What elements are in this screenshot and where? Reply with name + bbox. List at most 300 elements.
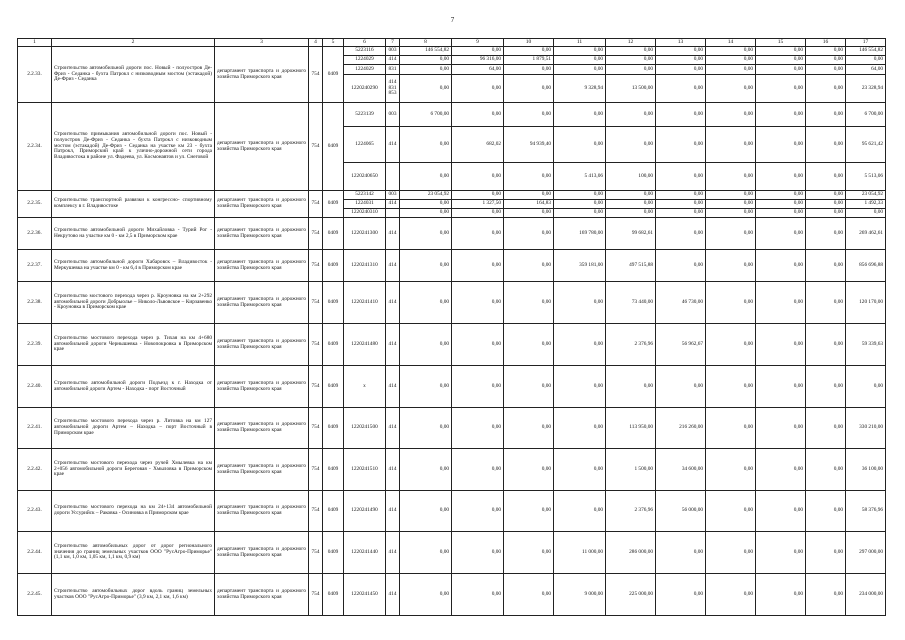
amount-cell: 0,00 <box>656 574 706 616</box>
item-number-cell: 2.2.43. <box>18 491 52 532</box>
executor-cell: департамент транспорта и дорожного хозяйства Приморского края <box>215 532 309 574</box>
amount-cell: 0,00 <box>554 366 606 408</box>
amount-cell: 0,00 <box>656 163 706 191</box>
amount-cell: 0,00 <box>554 491 606 532</box>
amount-cell: 0,00 <box>706 491 756 532</box>
amount-cell: 0,00 <box>452 574 504 616</box>
amount-cell: 856 696,88 <box>846 250 886 282</box>
amount-cell: 0,00 <box>606 56 656 65</box>
amount-cell: 0,00 <box>756 449 806 491</box>
amount-cell: 0,00 <box>756 65 806 75</box>
amount-cell: 216 260,00 <box>656 408 706 449</box>
target-article-cell: 5223139 <box>344 103 386 127</box>
section-cell: 0409 <box>323 47 344 103</box>
amount-cell: 0,00 <box>706 56 756 65</box>
expense-type-cell: 414 <box>386 449 400 491</box>
amount-cell: 0,00 <box>452 408 504 449</box>
target-article-cell: 1220240310 <box>344 209 386 218</box>
amount-cell: 0,00 <box>756 250 806 282</box>
amount-cell: 0,00 <box>806 209 846 218</box>
amount-cell: 0,00 <box>806 449 846 491</box>
section-cell: 0409 <box>323 250 344 282</box>
amount-cell: 169 780,00 <box>554 218 606 250</box>
amount-cell: 225 000,00 <box>606 574 656 616</box>
executor-cell: департамент транспорта и дорожного хозяйства Приморского края <box>215 324 309 366</box>
executor-cell: департамент транспорта и дорожного хозяйства Приморского края <box>215 366 309 408</box>
amount-cell: 0,00 <box>656 366 706 408</box>
object-name-cell: Строительство мостового перехода на км 24+134 автомобильной дороги Уссурийск – Раковка - Осиновка в Приморском крае <box>52 491 215 532</box>
executor-cell: департамент транспорта и дорожного хозяйства Приморского края <box>215 282 309 324</box>
amount-cell: 0,00 <box>756 282 806 324</box>
amount-cell: 234 000,00 <box>846 574 886 616</box>
amount-cell: 0,00 <box>452 449 504 491</box>
item-number-cell: 2.2.34. <box>18 103 52 191</box>
amount-cell: 0,00 <box>756 491 806 532</box>
section-cell: 0409 <box>323 191 344 218</box>
amount-cell: 0,00 <box>806 218 846 250</box>
amount-cell: 0,00 <box>400 282 452 324</box>
amount-cell: 0,00 <box>452 163 504 191</box>
amount-cell: 0,00 <box>756 127 806 163</box>
amount-cell: 0,00 <box>806 56 846 65</box>
amount-cell: 0,00 <box>706 218 756 250</box>
item-number-cell: 2.2.35. <box>18 191 52 218</box>
amount-cell: 0,00 <box>400 250 452 282</box>
amount-cell: 0,00 <box>554 408 606 449</box>
column-number-cell: 6 <box>344 39 386 47</box>
amount-cell: 0,00 <box>452 209 504 218</box>
amount-cell: 6 700,00 <box>400 103 452 127</box>
section-cell: 0409 <box>323 408 344 449</box>
amount-cell: 0,00 <box>756 366 806 408</box>
amount-cell: 0,00 <box>806 47 846 56</box>
executor-cell: департамент транспорта и дорожного хозяйства Приморского края <box>215 250 309 282</box>
column-number-cell: 5 <box>323 39 344 47</box>
expense-type-cell: 414 <box>386 324 400 366</box>
amount-cell: 359 181,00 <box>554 250 606 282</box>
amount-cell: 0,00 <box>400 56 452 65</box>
amount-cell: 0,00 <box>706 532 756 574</box>
grbs-cell: 754 <box>309 491 323 532</box>
amount-cell: 2 376,96 <box>606 324 656 366</box>
amount-cell: 0,00 <box>452 282 504 324</box>
amount-cell: 0,00 <box>452 75 504 103</box>
target-article-cell: 1220241300 <box>344 218 386 250</box>
amount-cell: 0,00 <box>504 532 554 574</box>
amount-cell: 0,00 <box>806 103 846 127</box>
target-article-cell: 1220241440 <box>344 532 386 574</box>
table-row <box>18 449 886 491</box>
amount-cell: 0,00 <box>756 324 806 366</box>
grbs-cell: 754 <box>309 218 323 250</box>
section-cell: 0409 <box>323 449 344 491</box>
executor-cell: департамент транспорта и дорожного хозяйства Приморского края <box>215 449 309 491</box>
object-name-cell: Строительство мостового перехода через ручей Хмылевка на км 2+056 автомобильной дороги Береговая - Хмыловка в Приморском крае <box>52 449 215 491</box>
grbs-cell: 754 <box>309 250 323 282</box>
column-number-cell: 9 <box>452 39 504 47</box>
section-cell: 0409 <box>323 218 344 250</box>
amount-cell: 5 413,06 <box>554 163 606 191</box>
amount-cell: 0,00 <box>846 56 886 65</box>
executor-cell: департамент транспорта и дорожного хозяйства Приморского края <box>215 218 309 250</box>
amount-cell: 0,00 <box>400 532 452 574</box>
amount-cell: 0,00 <box>452 532 504 574</box>
amount-cell: 0,00 <box>806 408 846 449</box>
table-row <box>18 532 886 574</box>
amount-cell: 0,00 <box>706 366 756 408</box>
amount-cell: 0,00 <box>400 218 452 250</box>
amount-cell: 95 621,42 <box>846 127 886 163</box>
object-name-cell: Строительство автомобильной дороги Хабаровск – Владивосток - Меркушевка на участке км 0 - км 6,4 в Приморском крае <box>52 250 215 282</box>
expense-type-cell: 414 <box>386 574 400 616</box>
amount-cell: 0,00 <box>706 75 756 103</box>
amount-cell: 0,00 <box>706 209 756 218</box>
object-name-cell: Строительство автомобильной дороги Подъезд к г. Находка от автомобильной дороги Артем - Находка - порт Восточный <box>52 366 215 408</box>
amount-cell: 0,00 <box>706 65 756 75</box>
amount-cell: 146 554,82 <box>846 47 886 56</box>
amount-cell: 0,00 <box>806 250 846 282</box>
amount-cell: 1 327,50 <box>452 200 504 209</box>
amount-cell: 0,00 <box>504 449 554 491</box>
item-number-cell: 2.2.39. <box>18 324 52 366</box>
target-article-cell: 1220240290 <box>344 75 386 103</box>
amount-cell: 0,00 <box>706 250 756 282</box>
amount-cell: 0,00 <box>504 65 554 75</box>
amount-cell: 0,00 <box>756 103 806 127</box>
column-number-row <box>18 39 886 47</box>
table-row <box>18 191 886 200</box>
amount-cell: 0,00 <box>606 209 656 218</box>
object-name-cell: Строительство мостового перехода через р. Кроуновка на км 2+292 автомобильной дороги Добрыолье – Николо-Львовское – Кирзавенко - Кроуновка в Приморском крае <box>52 282 215 324</box>
amount-cell: 0,00 <box>554 200 606 209</box>
amount-cell: 0,00 <box>606 191 656 200</box>
amount-cell: 120 170,00 <box>846 282 886 324</box>
table-row <box>18 574 886 616</box>
amount-cell: 0,00 <box>806 65 846 75</box>
amount-cell: 0,00 <box>504 408 554 449</box>
column-number-cell: 14 <box>706 39 756 47</box>
amount-cell: 0,00 <box>504 209 554 218</box>
amount-cell: 0,00 <box>606 65 656 75</box>
amount-cell: 113 950,00 <box>606 408 656 449</box>
amount-cell: 0,00 <box>706 574 756 616</box>
expense-type-cell: 003 <box>386 103 400 127</box>
expense-type-cell: 414 <box>386 408 400 449</box>
amount-cell: 0,00 <box>756 200 806 209</box>
amount-cell: 0,00 <box>400 127 452 163</box>
expense-type-cell: 414 <box>386 491 400 532</box>
amount-cell: 0,00 <box>756 47 806 56</box>
amount-cell: 0,00 <box>656 103 706 127</box>
target-article-cell: 1224065 <box>344 127 386 163</box>
amount-cell: 0,00 <box>846 366 886 408</box>
amount-cell: 5 513,06 <box>846 163 886 191</box>
amount-cell: 0,00 <box>504 218 554 250</box>
amount-cell: 0,00 <box>400 324 452 366</box>
expense-type-cell: 414 <box>386 532 400 574</box>
target-article-cell: 1220241480 <box>344 324 386 366</box>
amount-cell: 0,00 <box>806 75 846 103</box>
table-row <box>18 218 886 250</box>
amount-cell: 0,00 <box>554 127 606 163</box>
amount-cell: 0,00 <box>806 491 846 532</box>
grbs-cell: 754 <box>309 282 323 324</box>
section-cell: 0409 <box>323 366 344 408</box>
amount-cell: 0,00 <box>400 366 452 408</box>
amount-cell: 0,00 <box>504 103 554 127</box>
amount-cell: 0,00 <box>606 366 656 408</box>
column-number-cell: 8 <box>400 39 452 47</box>
amount-cell: 73 440,00 <box>606 282 656 324</box>
amount-cell: 0,00 <box>756 75 806 103</box>
amount-cell: 0,00 <box>504 282 554 324</box>
amount-cell: 0,00 <box>806 324 846 366</box>
amount-cell: 0,00 <box>452 491 504 532</box>
expense-type-cell: 414 831 853 <box>386 75 400 103</box>
column-number-cell: 7 <box>386 39 400 47</box>
amount-cell: 0,00 <box>706 324 756 366</box>
item-number-cell: 2.2.42. <box>18 449 52 491</box>
amount-cell: 0,00 <box>504 324 554 366</box>
amount-cell: 0,00 <box>504 75 554 103</box>
amount-cell: 0,00 <box>806 366 846 408</box>
target-article-cell: 5223116 <box>344 47 386 56</box>
table-row <box>18 250 886 282</box>
amount-cell: 0,00 <box>504 574 554 616</box>
item-number-cell: 2.2.37. <box>18 250 52 282</box>
amount-cell: 9 328,94 <box>554 75 606 103</box>
amount-cell: 23 328,94 <box>846 75 886 103</box>
amount-cell: 0,00 <box>554 191 606 200</box>
amount-cell: 0,00 <box>606 103 656 127</box>
object-name-cell: Строительство автомобильных дорог от дорог регионального значения до границ земельных участков ООО "РусАгро-Приморье" (1,1 км, 1,0 км, 1,05 км, 1,1 км, 0,9 км) <box>52 532 215 574</box>
amount-cell: 297 000,00 <box>846 532 886 574</box>
amount-cell: 0,00 <box>400 75 452 103</box>
section-cell: 0409 <box>323 282 344 324</box>
expense-type-cell: 414 <box>386 366 400 408</box>
amount-cell: 0,00 <box>656 218 706 250</box>
target-article-cell: 1220240650 <box>344 163 386 191</box>
table-row <box>18 103 886 127</box>
amount-cell: 0,00 <box>606 127 656 163</box>
page-number: 7 <box>450 16 455 24</box>
amount-cell: 0,00 <box>706 408 756 449</box>
amount-cell: 100,00 <box>606 163 656 191</box>
amount-cell: 0,00 <box>554 47 606 56</box>
expense-type-cell: 003 <box>386 47 400 56</box>
grbs-cell: 754 <box>309 103 323 191</box>
amount-cell: 0,00 <box>400 200 452 209</box>
expense-type-cell <box>386 163 400 191</box>
amount-cell: 0,00 <box>452 191 504 200</box>
expense-type-cell: 414 <box>386 56 400 65</box>
amount-cell: 36 100,00 <box>846 449 886 491</box>
item-number-cell: 2.2.38. <box>18 282 52 324</box>
column-number-cell: 15 <box>756 39 806 47</box>
grbs-cell: 754 <box>309 324 323 366</box>
table-row <box>18 282 886 324</box>
amount-cell: 0,00 <box>656 532 706 574</box>
amount-cell: 0,00 <box>706 103 756 127</box>
item-number-cell: 2.2.41. <box>18 408 52 449</box>
expense-type-cell: 414 <box>386 218 400 250</box>
amount-cell: 0,00 <box>554 449 606 491</box>
item-number-cell: 2.2.33. <box>18 47 52 103</box>
column-number-cell: 16 <box>806 39 846 47</box>
section-cell: 0409 <box>323 103 344 191</box>
target-article-cell: 1220241490 <box>344 491 386 532</box>
amount-cell: 0,00 <box>400 163 452 191</box>
amount-cell: 0,00 <box>606 47 656 56</box>
amount-cell: 11 000,00 <box>554 532 606 574</box>
amount-cell: 0,00 <box>756 574 806 616</box>
amount-cell: 23 054,92 <box>846 191 886 200</box>
amount-cell: 0,00 <box>504 250 554 282</box>
amount-cell: 0,00 <box>756 56 806 65</box>
amount-cell: 0,00 <box>806 163 846 191</box>
target-article-cell: x <box>344 366 386 408</box>
amount-cell: 13 500,00 <box>606 75 656 103</box>
amount-cell: 96 316,00 <box>452 56 504 65</box>
amount-cell: 0,00 <box>400 449 452 491</box>
expense-type-cell <box>386 209 400 218</box>
amount-cell: 0,00 <box>452 324 504 366</box>
target-article-cell: 1220241510 <box>344 449 386 491</box>
amount-cell: 0,00 <box>400 209 452 218</box>
budget-table <box>17 38 886 616</box>
amount-cell: 0,00 <box>656 200 706 209</box>
object-name-cell: Строительство автомобильной дороги Михайловка - Турий Рог - Некрутово на участке км 0 - км 2,5 в Приморском крае <box>52 218 215 250</box>
amount-cell: 0,00 <box>554 103 606 127</box>
amount-cell: 0,00 <box>452 250 504 282</box>
target-article-cell: 1224031 <box>344 200 386 209</box>
amount-cell: 0,00 <box>806 191 846 200</box>
amount-cell: 0,00 <box>656 56 706 65</box>
target-article-cell: 1224029 <box>344 65 386 75</box>
expense-type-cell: 414 <box>386 200 400 209</box>
column-number-cell: 17 <box>846 39 886 47</box>
amount-cell: 0,00 <box>554 282 606 324</box>
table-row <box>18 324 886 366</box>
amount-cell: 0,00 <box>452 218 504 250</box>
amount-cell: 0,00 <box>554 209 606 218</box>
column-number-cell: 2 <box>52 39 215 47</box>
executor-cell: департамент транспорта и дорожного хозяйства Приморского края <box>215 408 309 449</box>
item-number-cell: 2.2.44. <box>18 532 52 574</box>
amount-cell: 0,00 <box>400 491 452 532</box>
amount-cell: 164,83 <box>504 200 554 209</box>
amount-cell: 0,00 <box>400 408 452 449</box>
amount-cell: 94 939,40 <box>504 127 554 163</box>
expense-type-cell: 414 <box>386 282 400 324</box>
amount-cell: 56 000,00 <box>656 491 706 532</box>
column-number-cell: 11 <box>554 39 606 47</box>
item-number-cell: 2.2.45. <box>18 574 52 616</box>
amount-cell: 0,00 <box>504 191 554 200</box>
amount-cell: 0,00 <box>452 366 504 408</box>
target-article-cell: 5223142 <box>344 191 386 200</box>
section-cell: 0409 <box>323 491 344 532</box>
amount-cell: 0,00 <box>706 163 756 191</box>
target-article-cell: 1224029 <box>344 56 386 65</box>
object-name-cell: Строительство примыкания автомобильной дороги пос. Новый - полуостров Де-Фриз - Седанка - бухта Патрокл с низководным мостом (эстакадой) Де-Фриз - Седанка на участке км 23 - бухта Патрокл, Приморский край к улично-дорожной сети города Владивостока в районе ул. Фадеева, ул. Космонавтов и ул. Снеговой <box>52 103 215 191</box>
amount-cell: 1 492,33 <box>846 200 886 209</box>
amount-cell: 0,00 <box>504 366 554 408</box>
amount-cell: 0,00 <box>806 574 846 616</box>
amount-cell: 0,00 <box>452 47 504 56</box>
amount-cell: 0,00 <box>706 47 756 56</box>
object-name-cell: Строительство мостового перехода через р. Тихая на км 4+680 автомобильной дороги Чернышевка - Новопокровка в Приморском крае <box>52 324 215 366</box>
grbs-cell: 754 <box>309 449 323 491</box>
amount-cell: 0,00 <box>806 127 846 163</box>
section-cell: 0409 <box>323 324 344 366</box>
amount-cell: 0,00 <box>554 65 606 75</box>
column-number-cell: 12 <box>606 39 656 47</box>
amount-cell: 0,00 <box>846 209 886 218</box>
expense-type-cell: 003 <box>386 191 400 200</box>
grbs-cell: 754 <box>309 574 323 616</box>
amount-cell: 0,00 <box>756 209 806 218</box>
object-name-cell: Строительство автомобильных дорог вдоль границ земельных участков ООО "РусАгро-Приморье" (3,9 км, 2,1 км, 1,6 км) <box>52 574 215 616</box>
column-number-cell: 3 <box>215 39 309 47</box>
executor-cell: департамент транспорта и дорожного хозяйства Приморского края <box>215 191 309 218</box>
executor-cell: департамент транспорта и дорожного хозяйства Приморского края <box>215 574 309 616</box>
grbs-cell: 754 <box>309 532 323 574</box>
amount-cell: 0,00 <box>606 200 656 209</box>
grbs-cell: 754 <box>309 47 323 103</box>
amount-cell: 1 879,51 <box>504 56 554 65</box>
amount-cell: 0,00 <box>504 47 554 56</box>
amount-cell: 0,00 <box>452 103 504 127</box>
expense-type-cell: 414 <box>386 127 400 163</box>
target-article-cell: 1220241310 <box>344 250 386 282</box>
amount-cell: 0,00 <box>504 491 554 532</box>
executor-cell: департамент транспорта и дорожного хозяйства Приморского края <box>215 491 309 532</box>
amount-cell: 0,00 <box>554 56 606 65</box>
item-number-cell: 2.2.36. <box>18 218 52 250</box>
amount-cell: 0,00 <box>656 209 706 218</box>
amount-cell: 682,02 <box>452 127 504 163</box>
table-row <box>18 47 886 56</box>
amount-cell: 9 000,00 <box>554 574 606 616</box>
column-number-cell: 13 <box>656 39 706 47</box>
amount-cell: 0,00 <box>504 163 554 191</box>
amount-cell: 58 376,96 <box>846 491 886 532</box>
executor-cell: департамент транспорта и дорожного хозяйства Приморского края <box>215 47 309 103</box>
amount-cell: 0,00 <box>756 163 806 191</box>
amount-cell: 146 554,82 <box>400 47 452 56</box>
object-name-cell: Строительство автомобильной дороги пос. Новый - полуостров Де-Фриз - Седанка - бухта Патрокл с низководным мостом (эстакадой) Де-Фриз - Седанка <box>52 47 215 103</box>
amount-cell: 0,00 <box>656 65 706 75</box>
target-article-cell: 1220241410 <box>344 282 386 324</box>
amount-cell: 0,00 <box>706 200 756 209</box>
amount-cell: 0,00 <box>806 200 846 209</box>
amount-cell: 0,00 <box>706 127 756 163</box>
item-number-cell: 2.2.40. <box>18 366 52 408</box>
amount-cell: 59 339,63 <box>846 324 886 366</box>
amount-cell: 0,00 <box>806 532 846 574</box>
amount-cell: 497 515,88 <box>606 250 656 282</box>
executor-cell: департамент транспорта и дорожного хозяйства Приморского края <box>215 103 309 191</box>
amount-cell: 0,00 <box>706 191 756 200</box>
amount-cell: 64,00 <box>452 65 504 75</box>
column-number-cell: 10 <box>504 39 554 47</box>
amount-cell: 0,00 <box>656 191 706 200</box>
amount-cell: 56 962,67 <box>656 324 706 366</box>
column-number-cell: 4 <box>309 39 323 47</box>
section-cell: 0409 <box>323 574 344 616</box>
amount-cell: 286 000,00 <box>606 532 656 574</box>
